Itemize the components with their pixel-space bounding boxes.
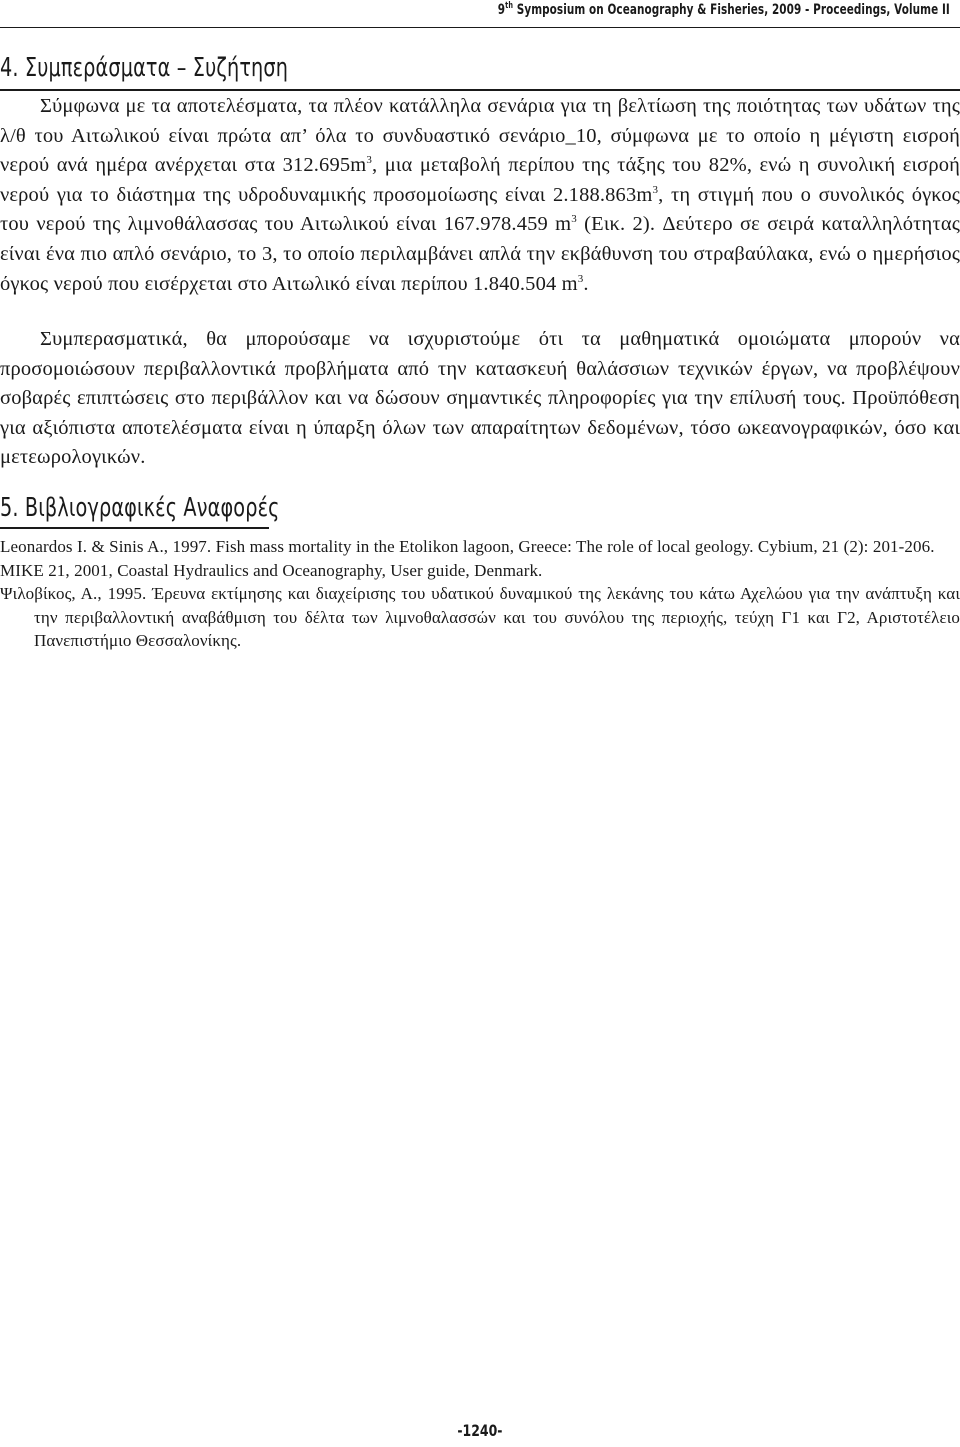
section-5-heading: 5. Βιβλιογραφικές Αναφορές: [0, 493, 280, 523]
section-4-paragraph-2: Συμπερασματικά, θα μπορούσαμε να ισχυριστούμε ότι τα μαθηματικά ομοιώματα μπορούν να προσομοιώσουν περιβαλλοντικά προβλήματα από την κατασκευή θαλάσσιων τεχνικών έργων, να προβλέψουν σοβαρές επιπτώσεις στο περιβάλλον και να δώσουν σημαντικές πληροφορίες για την επίλυσή τους. Προϋπόθεση για αξιόπιστα αποτελέσματα είναι η ύπαρξη όλων των απαραίτητων δεδομένων, τόσο ωκεανογραφικών, όσο και μετεωρολογικών.: [0, 328, 960, 469]
header-ordinal: 9: [497, 2, 506, 18]
reference-item: MIKE 21, 2001, Coastal Hydraulics and Oceanography, User guide, Denmark.: [0, 560, 543, 580]
running-header: [498, 2, 950, 18]
page-number: -1240-: [457, 1421, 503, 1440]
header-symposium-title: Symposium on Oceanography & Fisheries, 2009 - Proceedings, Volume II: [516, 2, 950, 18]
reference-list: [0, 535, 960, 653]
reference-item: Leonardos I. & Sinis A., 1997. Fish mass mortality in the Etolikon lagoon, Greece: The role of local geology. Cybium, 21 (2): 201-206.: [0, 537, 935, 556]
section-5-heading-rule: [0, 527, 269, 529]
section-4-heading-rule: [0, 89, 960, 91]
header-ordinal-suffix: th: [505, 1, 514, 12]
header-rule: [0, 27, 960, 28]
reference-item: Ψιλοβίκος, Α., 1995. Έρευνα εκτίμησης και διαχείρισης του υδατικού δυναμικού της λεκάνης του κάτω Αχελώου για την ανάπτυξη και την περιβαλλοντική αναβάθμιση του δέλτα των λιμνοθαλασσών και του συνόλου της περιοχής, τεύχη Γ1 και Γ2, Αριστοτέλειο Πανεπιστήμιο Θεσσαλονίκης.: [0, 584, 960, 651]
section-4-heading: 4. Συμπεράσματα – Συζήτηση: [0, 53, 289, 83]
section-4-paragraph-1: Σύμφωνα με τα αποτελέσματα, τα πλέον κατάλληλα σενάρια για τη βελτίωση της ποιότητας των υδάτων της λ/θ του Αιτωλικού είναι πρώτα απ’ όλα το συνδυαστικό σενάριο_10, σύμφωνα με το οποίο η μέγιστη εισροή νερού ανά ημέρα ανέρχεται στα $312.695m^3$, μια μεταβολή περίπου της τάξης του 82%, ενώ η συνολική εισροή νερού για το διάστημα της υδροδυναμικής προσομοίωσης είναι $2.188.863m^3$, τη στιγμή που ο συνολικός όγκος του νερού της λιμνοθάλασσας του Αιτωλικού είναι 167.978.459 $m^3$ (Εικ. 2). Δεύτερο σε σειρά καταλληλότητας είναι ένα πιο απλό σενάριο, το 3, το οποίο περιλαμβάνει απλά την εκβάθυνση του στραβαύλακα, ενώ ο ημερήσιος όγκος νερού που εισέρχεται στο Αιτωλικό είναι περίπου 1.840.504 $m^3$.: [0, 95, 960, 295]
